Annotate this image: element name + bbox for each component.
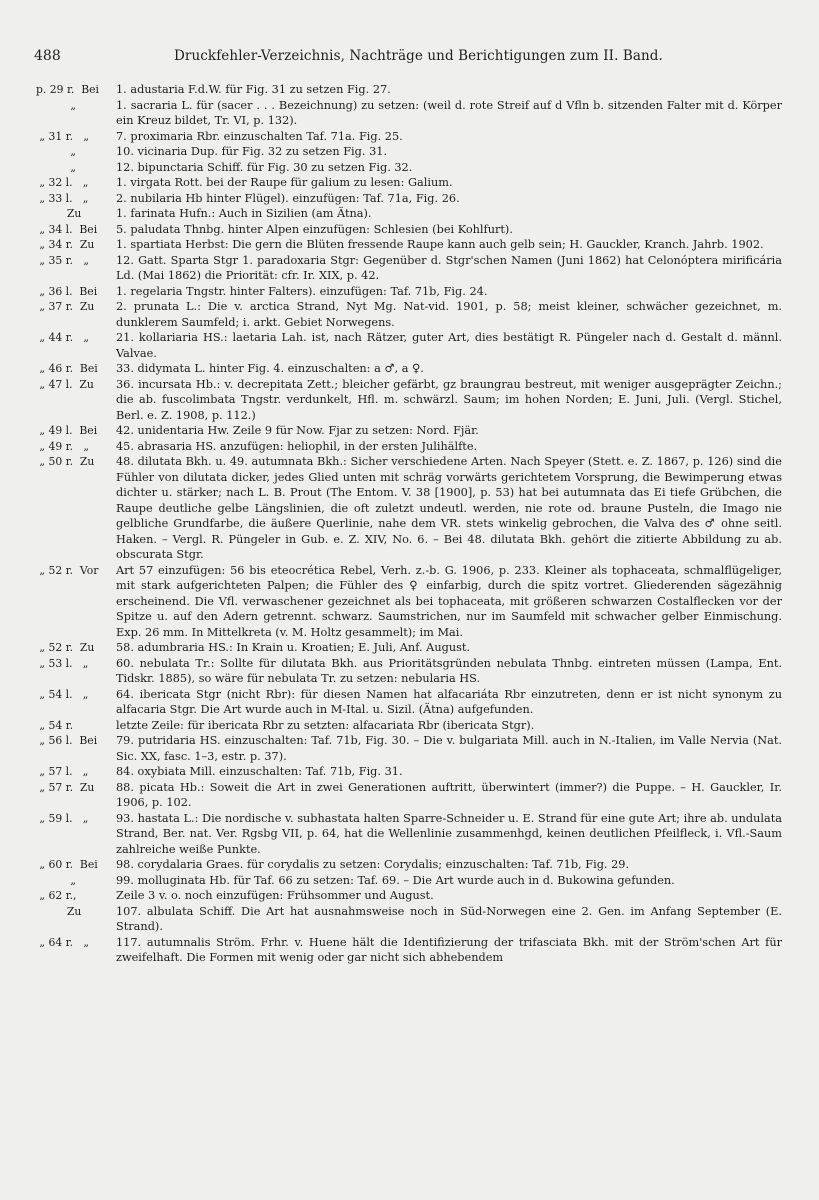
errata-entry <box>36 191 782 207</box>
entry-text: 33. didymata L. hinter Fig. 4. einzuschalten: a ♂, a ♀. <box>116 362 424 375</box>
entry-text: 2. prunata L.: Die v. arctica Strand, Nyt Mg. Nat-vid. 1901, p. 58; meist kleiner, schwächer gezeichnet, m. dunklerem Saumfeld; i. arkt. Gebiet Norwegens. <box>116 300 782 329</box>
entry-text: 93. hastata L.: Die nordische v. subhastata halten Sparre-Schneider u. E. Strand für eine gute Art; ihre ab. undulata Strand, Ber. nat. Ver. Rgsbg VII, p. 64, hat die Wellenlinie zusammenhgd, keinen deutlichen Pfeilfleck, i. Vfl.-Saum zahlreiche weiße Punkte. <box>116 811 782 856</box>
entry-reference: „ 36 l. Bei <box>36 284 98 298</box>
entry-reference: Zu <box>36 207 82 220</box>
entry-reference: „ 34 l. Bei <box>36 222 98 236</box>
entry-text: 117. autumnalis Ström. Frhr. v. Huene hält die Identifizierung der trifasciata Bkh. mit der Ström'schen Art für zweifelhaft. Die Formen mit wenig oder gar nicht sich abhebendem <box>116 935 782 964</box>
running-title: Druckfehler-Verzeichnis, Nachträge und Berichtigungen zum II. Band. <box>174 48 663 64</box>
entry-text: 45. abrasaria HS. anzufügen: heliophil, in der ersten Julihälfte. <box>116 439 478 453</box>
entry-text: 12. bipunctaria Schiff. für Fig. 30 zu setzen Fig. 32. <box>116 160 413 174</box>
entry-text: Zeile 3 v. o. noch einzufügen: Frühsommer und August. <box>116 889 434 902</box>
errata-entry <box>36 811 782 858</box>
entry-reference: „ 47 l. Zu <box>36 377 94 391</box>
errata-entry <box>36 563 782 641</box>
errata-entry <box>36 160 782 176</box>
errata-entry <box>36 377 782 424</box>
entry-reference: „ <box>36 873 76 887</box>
entry-reference: „ 60 r. Bei <box>36 858 98 871</box>
entry-reference: „ 44 r. „ <box>36 331 89 344</box>
entry-reference: „ 33 l. „ <box>36 191 89 205</box>
entry-reference: „ 59 l. „ <box>36 811 89 825</box>
entry-text: 12. Gatt. Sparta Stgr 1. paradoxaria Stgr: Gegenüber d. Stgr'schen Namen (Juni 1862) hat Celonóptera mirificária Ld. (Mai 1862) die Priorität: cfr. Ir. XIX, p. 42. <box>116 253 782 282</box>
errata-entry <box>36 98 782 129</box>
errata-entry <box>36 330 782 361</box>
entry-reference: „ 35 r. „ <box>36 253 89 267</box>
entry-reference: „ 54 r. <box>36 718 74 732</box>
entry-reference: „ 62 r., <box>36 889 77 902</box>
errata-entry <box>36 656 782 687</box>
errata-entry <box>36 284 782 300</box>
errata-entry <box>36 82 782 98</box>
page-header <box>34 48 794 68</box>
entry-reference: „ 37 r. Zu <box>36 300 95 313</box>
entry-reference: „ 64 r. „ <box>36 935 89 949</box>
entry-text: 1. sacraria L. für (sacer . . . Bezeichnung) zu setzen: (weil d. rote Streif auf d Vfln b. sitzenden Falter mit d. Körper ein Kreuz bildet, Tr. VI, p. 132). <box>116 98 782 127</box>
entry-text: 2. nubilaria Hb hinter Flügel). einzufügen: Taf. 71a, Fig. 26. <box>116 191 460 205</box>
entry-text: 1. regelaria Tngstr. hinter Falters). einzufügen: Taf. 71b, Fig. 24. <box>116 284 488 298</box>
entry-reference: „ <box>36 145 76 158</box>
entry-text: 60. nebulata Tr.: Sollte für dilutata Bkh. aus Prioritätsgründen nebulata Thnbg. eintreten müssen (Lampa, Ent. Tidskr. 1885), so wäre für nebulata Tr. zu setzen: nebularia HS. <box>116 656 782 685</box>
errata-entry <box>36 733 782 764</box>
entry-text: 99. molluginata Hb. für Taf. 66 zu setzen: Taf. 69. – Die Art wurde auch in d. Bukowina gefunden. <box>116 873 675 887</box>
entry-text: 7. proximaria Rbr. einzuschalten Taf. 71a. Fig. 25. <box>116 129 403 143</box>
entry-reference: „ 34 r. Zu <box>36 238 95 251</box>
entry-reference: „ 49 r. „ <box>36 439 89 453</box>
entry-reference: „ 46 r. Bei <box>36 362 98 375</box>
entry-text: 21. kollariaria HS.: laetaria Lah. ist, nach Rätzer, guter Art, dies bestätigt R. Püngeler nach d. Gestalt d. männl. Valvae. <box>116 331 782 360</box>
entry-reference: „ 57 l. „ <box>36 765 89 778</box>
entry-text: 10. vicinaria Dup. für Fig. 32 zu setzen Fig. 31. <box>116 145 388 158</box>
entry-text: 88. picata Hb.: Soweit die Art in zwei Generationen auftritt, überwintert (immer?) die Puppe. – H. Gauckler, Ir. 1906, p. 102. <box>116 780 782 809</box>
entry-text: 58. adumbraria HS.: In Krain u. Kroatien; E. Juli, Anf. August. <box>116 641 471 654</box>
errata-entry <box>36 206 782 222</box>
errata-entry <box>36 764 782 780</box>
errata-entry <box>36 687 782 718</box>
entry-reference: „ 52 r. Zu <box>36 641 95 654</box>
errata-entry <box>36 935 782 966</box>
entry-text: 1. farinata Hufn.: Auch in Sizilien (am Ätna). <box>116 207 372 220</box>
errata-entry <box>36 222 782 238</box>
entry-text: 48. dilutata Bkh. u. 49. autumnata Bkh.: Sicher verschiedene Arten. Nach Speyer (Stett. e. Z. 1867, p. 126) sind die Fühler von dilutata dicker, jedes Glied unten mit schräg vorwärts gerichtetem Vorsprung, die Bewimperung etwas dichter u. stärker; nach L. B. Prout (The Entom. V. 38 [1900], p. 53) hat bei autumnata das Ei tiefe Grübchen, die Raupe deutliche gelbe Längslinien, die oft zuletzt undeutl. werden, nie rote od. braune Pusteln, die Imago nie gelbliche Grundfarbe, die äußere Querlinie, nahe dem VR. stets winkelig gebrochen, die Valva des ♂ ohne seitl. Haken. – Vergl. R. Püngeler in Gub. e. Z. XIV, No. 6. – Bei 48. dilutata Bkh. gehört die zitierte Abbildung zu ab. obscurata Stgr. <box>116 455 782 561</box>
errata-entry <box>36 904 782 935</box>
errata-entry <box>36 129 782 145</box>
entry-reference: „ 31 r. „ <box>36 129 89 143</box>
errata-entry <box>36 857 782 873</box>
errata-entry <box>36 299 782 330</box>
entry-text: 36. incursata Hb.: v. decrepitata Zett.; bleicher gefärbt, gz braungrau bestreut, mit weniger ausgeprägter Zeichn.; die ab. fuscolimbata Tngstr. verdunkelt, Hfl. m. schwärzl. Saum; im hohen Norden; E. Juni, Juli. (Vergl. Stichel, Berl. e. Z. 1908, p. 112.) <box>116 377 782 422</box>
errata-entry <box>36 888 782 904</box>
errata-entry <box>36 780 782 811</box>
errata-entry <box>36 423 782 439</box>
entry-text: 98. corydalaria Graes. für corydalis zu setzen: Corydalis; einzuschalten: Taf. 71b, Fig. 29. <box>116 858 630 871</box>
entry-reference: p. 29 r. Bei <box>36 83 99 96</box>
errata-entry <box>36 144 782 160</box>
errata-list <box>36 82 782 966</box>
entry-text: Art 57 einzufügen: 56 bis eteocrética Rebel, Verh. z.-b. G. 1906, p. 233. Kleiner als tophaceata, schmalflügeliger, mit stark aufgerichteten Palpen; die Fühler des ♀ einfarbig, durch die spitz vortret. Gliederenden sägezähnig erscheinend. Die Vfl. verwaschener gezeichnet als bei tophaceata, mit größeren schwarzen Costalflecken vor der Spitze u. auf den Adern getrennt. schwarz. Saumstrichen, nur im Saumfeld mit schwacher gelber Einmischung. Exp. 26 mm. In Mittelkreta (v. M. Holtz gesammelt); im Mai. <box>116 563 782 639</box>
entry-text: letzte Zeile: für ibericata Rbr zu setzten: alfacariata Rbr (ibericata Stgr). <box>116 718 535 732</box>
errata-entry <box>36 175 782 191</box>
errata-entry <box>36 237 782 253</box>
entry-reference: „ <box>36 98 76 112</box>
errata-entry <box>36 439 782 455</box>
errata-entry <box>36 640 782 656</box>
errata-entry <box>36 253 782 284</box>
entry-text: 1. spartiata Herbst: Die gern die Blüten fressende Raupe kann auch gelb sein; H. Gauckler, Kranch. Jahrb. 1902. <box>116 238 764 251</box>
errata-entry <box>36 454 782 563</box>
entry-reference: „ 49 l. Bei <box>36 424 98 437</box>
entry-reference: „ 52 r. Vor <box>36 563 99 577</box>
page-number: 488 <box>34 48 61 64</box>
entry-reference: Zu <box>36 904 82 918</box>
errata-entry <box>36 873 782 889</box>
entry-reference: „ 53 l. „ <box>36 656 89 670</box>
entry-text: 84. oxybiata Mill. einzuschalten: Taf. 71b, Fig. 31. <box>116 765 403 778</box>
entry-text: 107. albulata Schiff. Die Art hat ausnahmsweise noch in Süd-Norwegen eine 2. Gen. im Anfang September (E. Strand). <box>116 904 782 933</box>
entry-reference: „ 50 r. Zu <box>36 455 95 468</box>
entry-text: 64. ibericata Stgr (nicht Rbr): für diesen Namen hat alfacariáta Rbr einzutreten, denn er ist nicht synonym zu alfacaria Stgr. Die Art wurde auch in M-Ital. u. Sizil. (Ätna) aufgefunden. <box>116 687 782 716</box>
entry-text: 42. unidentaria Hw. Zeile 9 für Now. Fjar zu setzen: Nord. Fjär. <box>116 424 479 437</box>
entry-reference: „ 56 l. Bei <box>36 734 98 747</box>
errata-entry <box>36 361 782 377</box>
entry-reference: „ 32 l. „ <box>36 176 89 189</box>
entry-text: 5. paludata Thnbg. hinter Alpen einzufügen: Schlesien (bei Kohlfurt). <box>116 222 513 236</box>
entry-reference: „ <box>36 160 76 174</box>
entry-reference: „ 54 l. „ <box>36 687 89 701</box>
entry-text: 1. adustaria F.d.W. für Fig. 31 zu setzen Fig. 27. <box>116 83 391 96</box>
errata-entry <box>36 718 782 734</box>
entry-text: 1. virgata Rott. bei der Raupe für galium zu lesen: Galium. <box>116 176 453 189</box>
entry-text: 79. putridaria HS. einzuschalten: Taf. 71b, Fig. 30. – Die v. bulgariata Mill. auch in N.-Italien, im Valle Nervia (Nat. Sic. XX, fasc. 1–3, estr. p. 37). <box>116 734 782 763</box>
entry-reference: „ 57 r. Zu <box>36 780 95 794</box>
